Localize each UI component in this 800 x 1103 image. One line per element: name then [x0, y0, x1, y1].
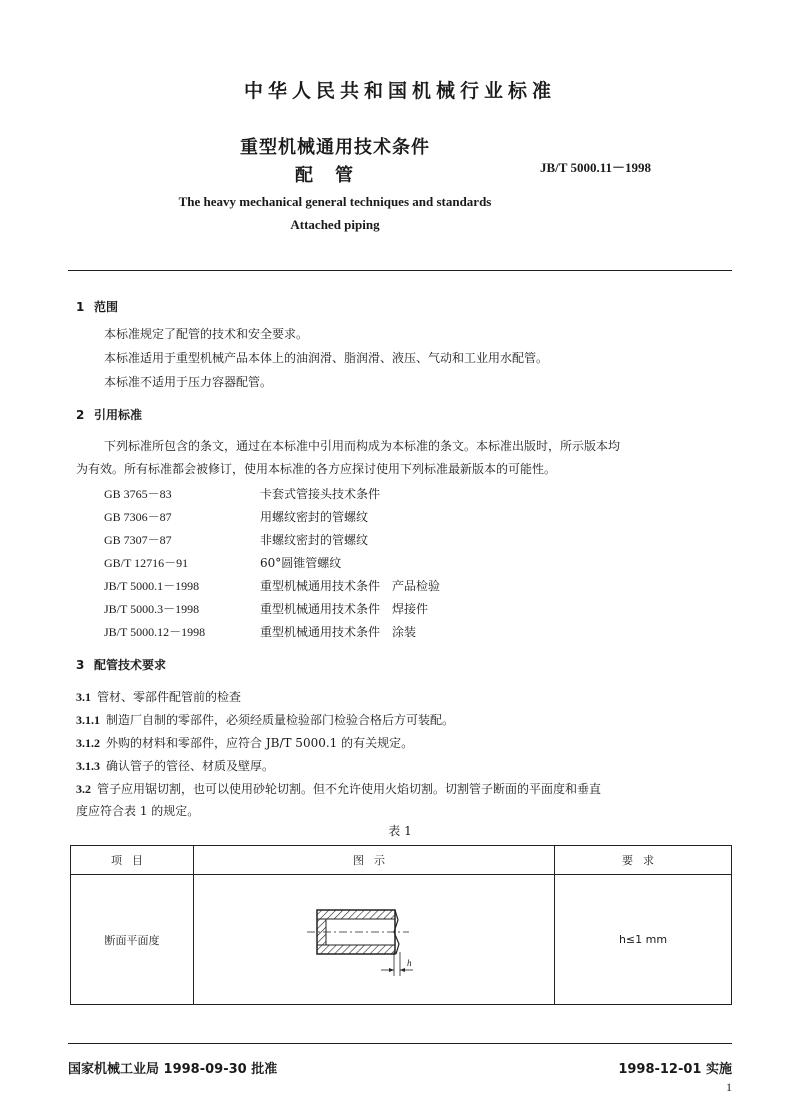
reference-title: 卡套式管接头技术条件 — [260, 487, 381, 501]
clause — [76, 779, 601, 799]
reference-title: 重型机械通用技术条件 焊接件 — [260, 602, 429, 616]
pipe-section-diagram — [299, 890, 449, 990]
clause — [76, 756, 274, 776]
table-cell-item: 断面平面度 — [71, 875, 194, 1005]
clause-text: 制造厂自制的零部件，必须经质量检验部门检验合格后方可装配。 — [106, 713, 455, 727]
document-subtitle-en: Attached piping — [290, 217, 380, 232]
table-header-cell: 图示 — [194, 846, 555, 875]
clause-text: 确认管子的管径、材质及壁厚。 — [106, 759, 275, 773]
section-title: 范围 — [94, 300, 119, 314]
table-caption: 表 1 — [388, 824, 412, 838]
reference-row — [104, 530, 368, 550]
reference-title: 重型机械通用技术条件 产品检验 — [260, 579, 441, 593]
implementation-date: 1998-12-01 实施 — [618, 1062, 732, 1077]
table-row — [71, 875, 732, 1005]
reference-row — [104, 507, 368, 527]
reference-row — [104, 599, 428, 619]
reference-title: 非螺纹密封的管螺纹 — [260, 533, 369, 547]
page-number: 1 — [726, 1080, 732, 1094]
table-header-cell: 要求 — [555, 846, 732, 875]
clause-number: 3.1.2 — [76, 736, 100, 750]
footer-divider — [68, 1043, 732, 1044]
issuing-organization: 中华人民共和国机械行业标准 — [243, 80, 556, 102]
section-number: 3 — [76, 658, 85, 672]
section-1-heading — [76, 298, 118, 315]
reference-code: JB/T 5000.12－1998 — [104, 625, 206, 639]
reference-row — [104, 622, 416, 642]
reference-code: GB 7307－87 — [104, 533, 172, 547]
clause-text: 外购的材料和零部件，应符合 JB/T 5000.1 的有关规定。 — [106, 736, 414, 750]
approval-date: 国家机械工业局 1998-09-30 批准 — [68, 1062, 278, 1077]
clause-number: 3.1.1 — [76, 713, 100, 727]
table-cell-diagram — [194, 875, 555, 1005]
paragraph: 本标准不适用于压力容器配管。 — [104, 375, 273, 389]
reference-code: JB/T 5000.3－1998 — [104, 602, 200, 616]
reference-title: 用螺纹密封的管螺纹 — [260, 510, 369, 524]
paragraph: 下列标准所包含的条文，通过在本标准中引用而构成为本标准的条文。本标准出版时，所示版本均 — [104, 439, 621, 453]
table-header-row — [71, 846, 732, 875]
reference-code: GB 7306－87 — [104, 510, 172, 524]
table-header-cell: 项目 — [71, 846, 194, 875]
dimension-label: h — [407, 957, 412, 968]
table-1 — [70, 845, 732, 1005]
standard-number: JB/T 5000.11－1998 — [540, 160, 652, 175]
section-3-heading — [76, 656, 166, 673]
reference-code: JB/T 5000.1－1998 — [104, 579, 200, 593]
clause-number: 3.2 — [76, 782, 91, 796]
clause-text: 管材、零部件配管前的检查 — [97, 690, 242, 704]
clause — [76, 733, 413, 753]
reference-row — [104, 553, 341, 573]
reference-code: GB/T 12716－91 — [104, 556, 189, 570]
document-subtitle-cn: 配管 — [295, 165, 375, 186]
clause-number: 3.1.3 — [76, 759, 100, 773]
section-2-heading — [76, 406, 142, 423]
section-number: 1 — [76, 300, 85, 314]
clause-text: 管子应用锯切割，也可以使用砂轮切割。但不允许使用火焰切割。切割管子断面的平面度和垂直 — [97, 782, 602, 796]
paragraph: 为有效。所有标准都会被修订，使用本标准的各方应探讨使用下列标准最新版本的可能性。 — [76, 462, 557, 476]
paragraph: 本标准适用于重型机械产品本体上的油润滑、脂润滑、液压、气动和工业用水配管。 — [104, 351, 549, 365]
reference-title: 重型机械通用技术条件 涂装 — [260, 625, 417, 639]
section-number: 2 — [76, 408, 85, 422]
clause — [76, 710, 454, 730]
section-title: 配管技术要求 — [94, 658, 167, 672]
document-title-cn: 重型机械通用技术条件 — [240, 137, 430, 158]
clause-number: 3.1 — [76, 690, 91, 704]
section-title: 引用标准 — [94, 408, 143, 422]
document-title-en: The heavy mechanical general techniques and standards — [178, 194, 492, 209]
reference-title: 60°圆锥管螺纹 — [260, 556, 342, 570]
reference-row — [104, 576, 440, 596]
header-divider — [68, 270, 732, 271]
table-cell-requirement: h≤1 mm — [555, 875, 732, 1005]
reference-row — [104, 484, 380, 504]
reference-code: GB 3765－83 — [104, 487, 172, 501]
clause-continuation: 度应符合表 1 的规定。 — [76, 804, 200, 818]
clause — [76, 687, 241, 707]
paragraph: 本标准规定了配管的技术和安全要求。 — [104, 327, 309, 341]
